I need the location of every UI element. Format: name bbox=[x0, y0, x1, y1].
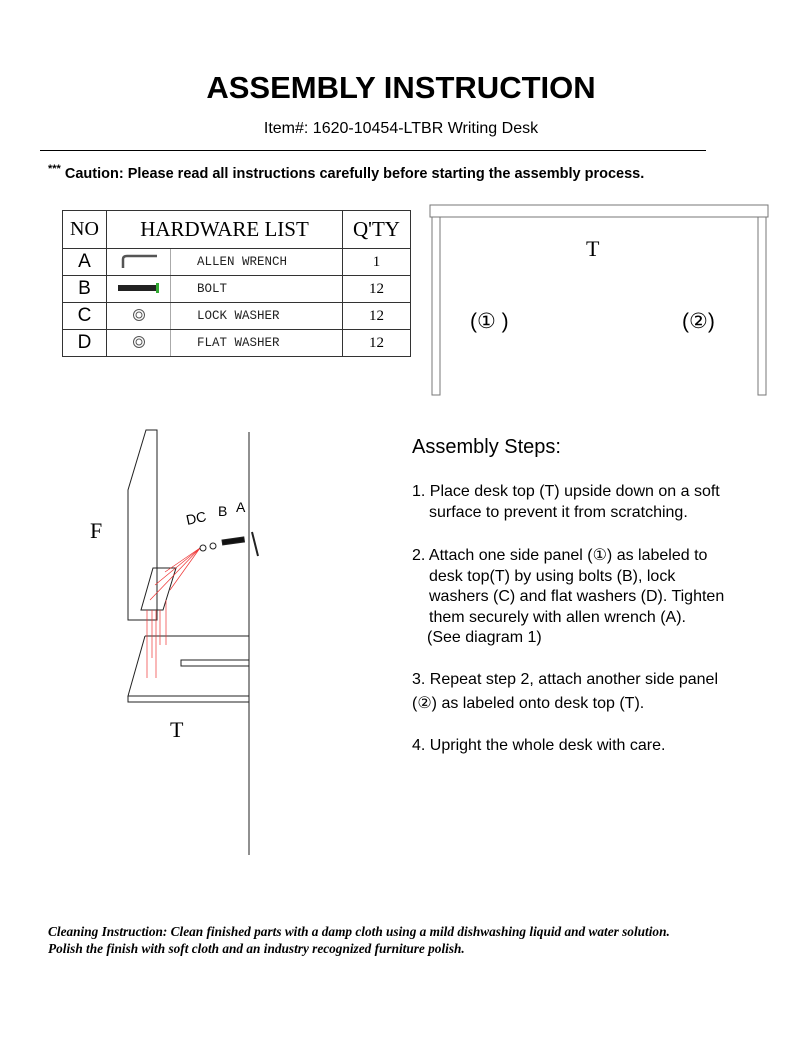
row-name: FLAT WASHER bbox=[171, 330, 343, 357]
desk-top-label: T bbox=[586, 236, 600, 261]
header-no: NO bbox=[63, 211, 107, 249]
row-qty: 12 bbox=[343, 330, 411, 357]
top-label: T bbox=[170, 717, 184, 742]
assembly-detail-diagram bbox=[128, 430, 258, 855]
step-2: 2. Attach one side panel (①) as labeled to desk top(T) by using bolts (B), lock washers (C) and flat washers (D). Tighten them securely with allen wrench (A). (See diagram 1) bbox=[412, 547, 725, 646]
page-title: ASSEMBLY INSTRUCTION bbox=[206, 70, 596, 105]
row-no: D bbox=[63, 330, 107, 357]
side-panel-label: F bbox=[90, 518, 103, 543]
row-name: ALLEN WRENCH bbox=[171, 249, 343, 276]
part-b-label: B bbox=[218, 503, 228, 519]
part-dc-label: DC bbox=[184, 508, 208, 528]
row-no: A bbox=[63, 249, 107, 276]
row-qty: 1 bbox=[343, 249, 411, 276]
steps-heading: Assembly Steps: bbox=[412, 436, 561, 458]
item-number: Item#: 1620-10454-LTBR Writing Desk bbox=[263, 120, 539, 137]
header-qty: Q'TY bbox=[343, 211, 411, 249]
row-name: LOCK WASHER bbox=[171, 303, 343, 330]
caution-mark: *** bbox=[48, 163, 61, 175]
header-hardware: HARDWARE LIST bbox=[107, 211, 343, 249]
row-no: B bbox=[63, 276, 107, 303]
step-1: 1. Place desk top (T) upside down on a soft surface to prevent it from scratching. bbox=[412, 483, 720, 521]
row-qty: 12 bbox=[343, 276, 411, 303]
row-qty: 12 bbox=[343, 303, 411, 330]
panel-2-label: (②) bbox=[682, 310, 715, 333]
caution-label: Caution: Please read all instructions carefully before starting the assembly process. bbox=[60, 165, 645, 182]
desk-front-diagram bbox=[430, 205, 768, 395]
step-3: 3. Repeat step 2, attach another side panel (②) as labeled onto desk top (T). bbox=[412, 671, 718, 712]
step-4: 4. Upright the whole desk with care. bbox=[412, 737, 666, 754]
part-a-label: A bbox=[236, 499, 246, 515]
cleaning-instruction: Cleaning Instruction: Clean finished parts with a damp cloth using a mild dishwashing liquid and water solution. Polish the finish with soft cloth and an industry recognized furniture polish. bbox=[48, 924, 670, 956]
panel-1-label: (① ) bbox=[470, 310, 509, 333]
row-name: BOLT bbox=[171, 276, 343, 303]
row-no: C bbox=[63, 303, 107, 330]
